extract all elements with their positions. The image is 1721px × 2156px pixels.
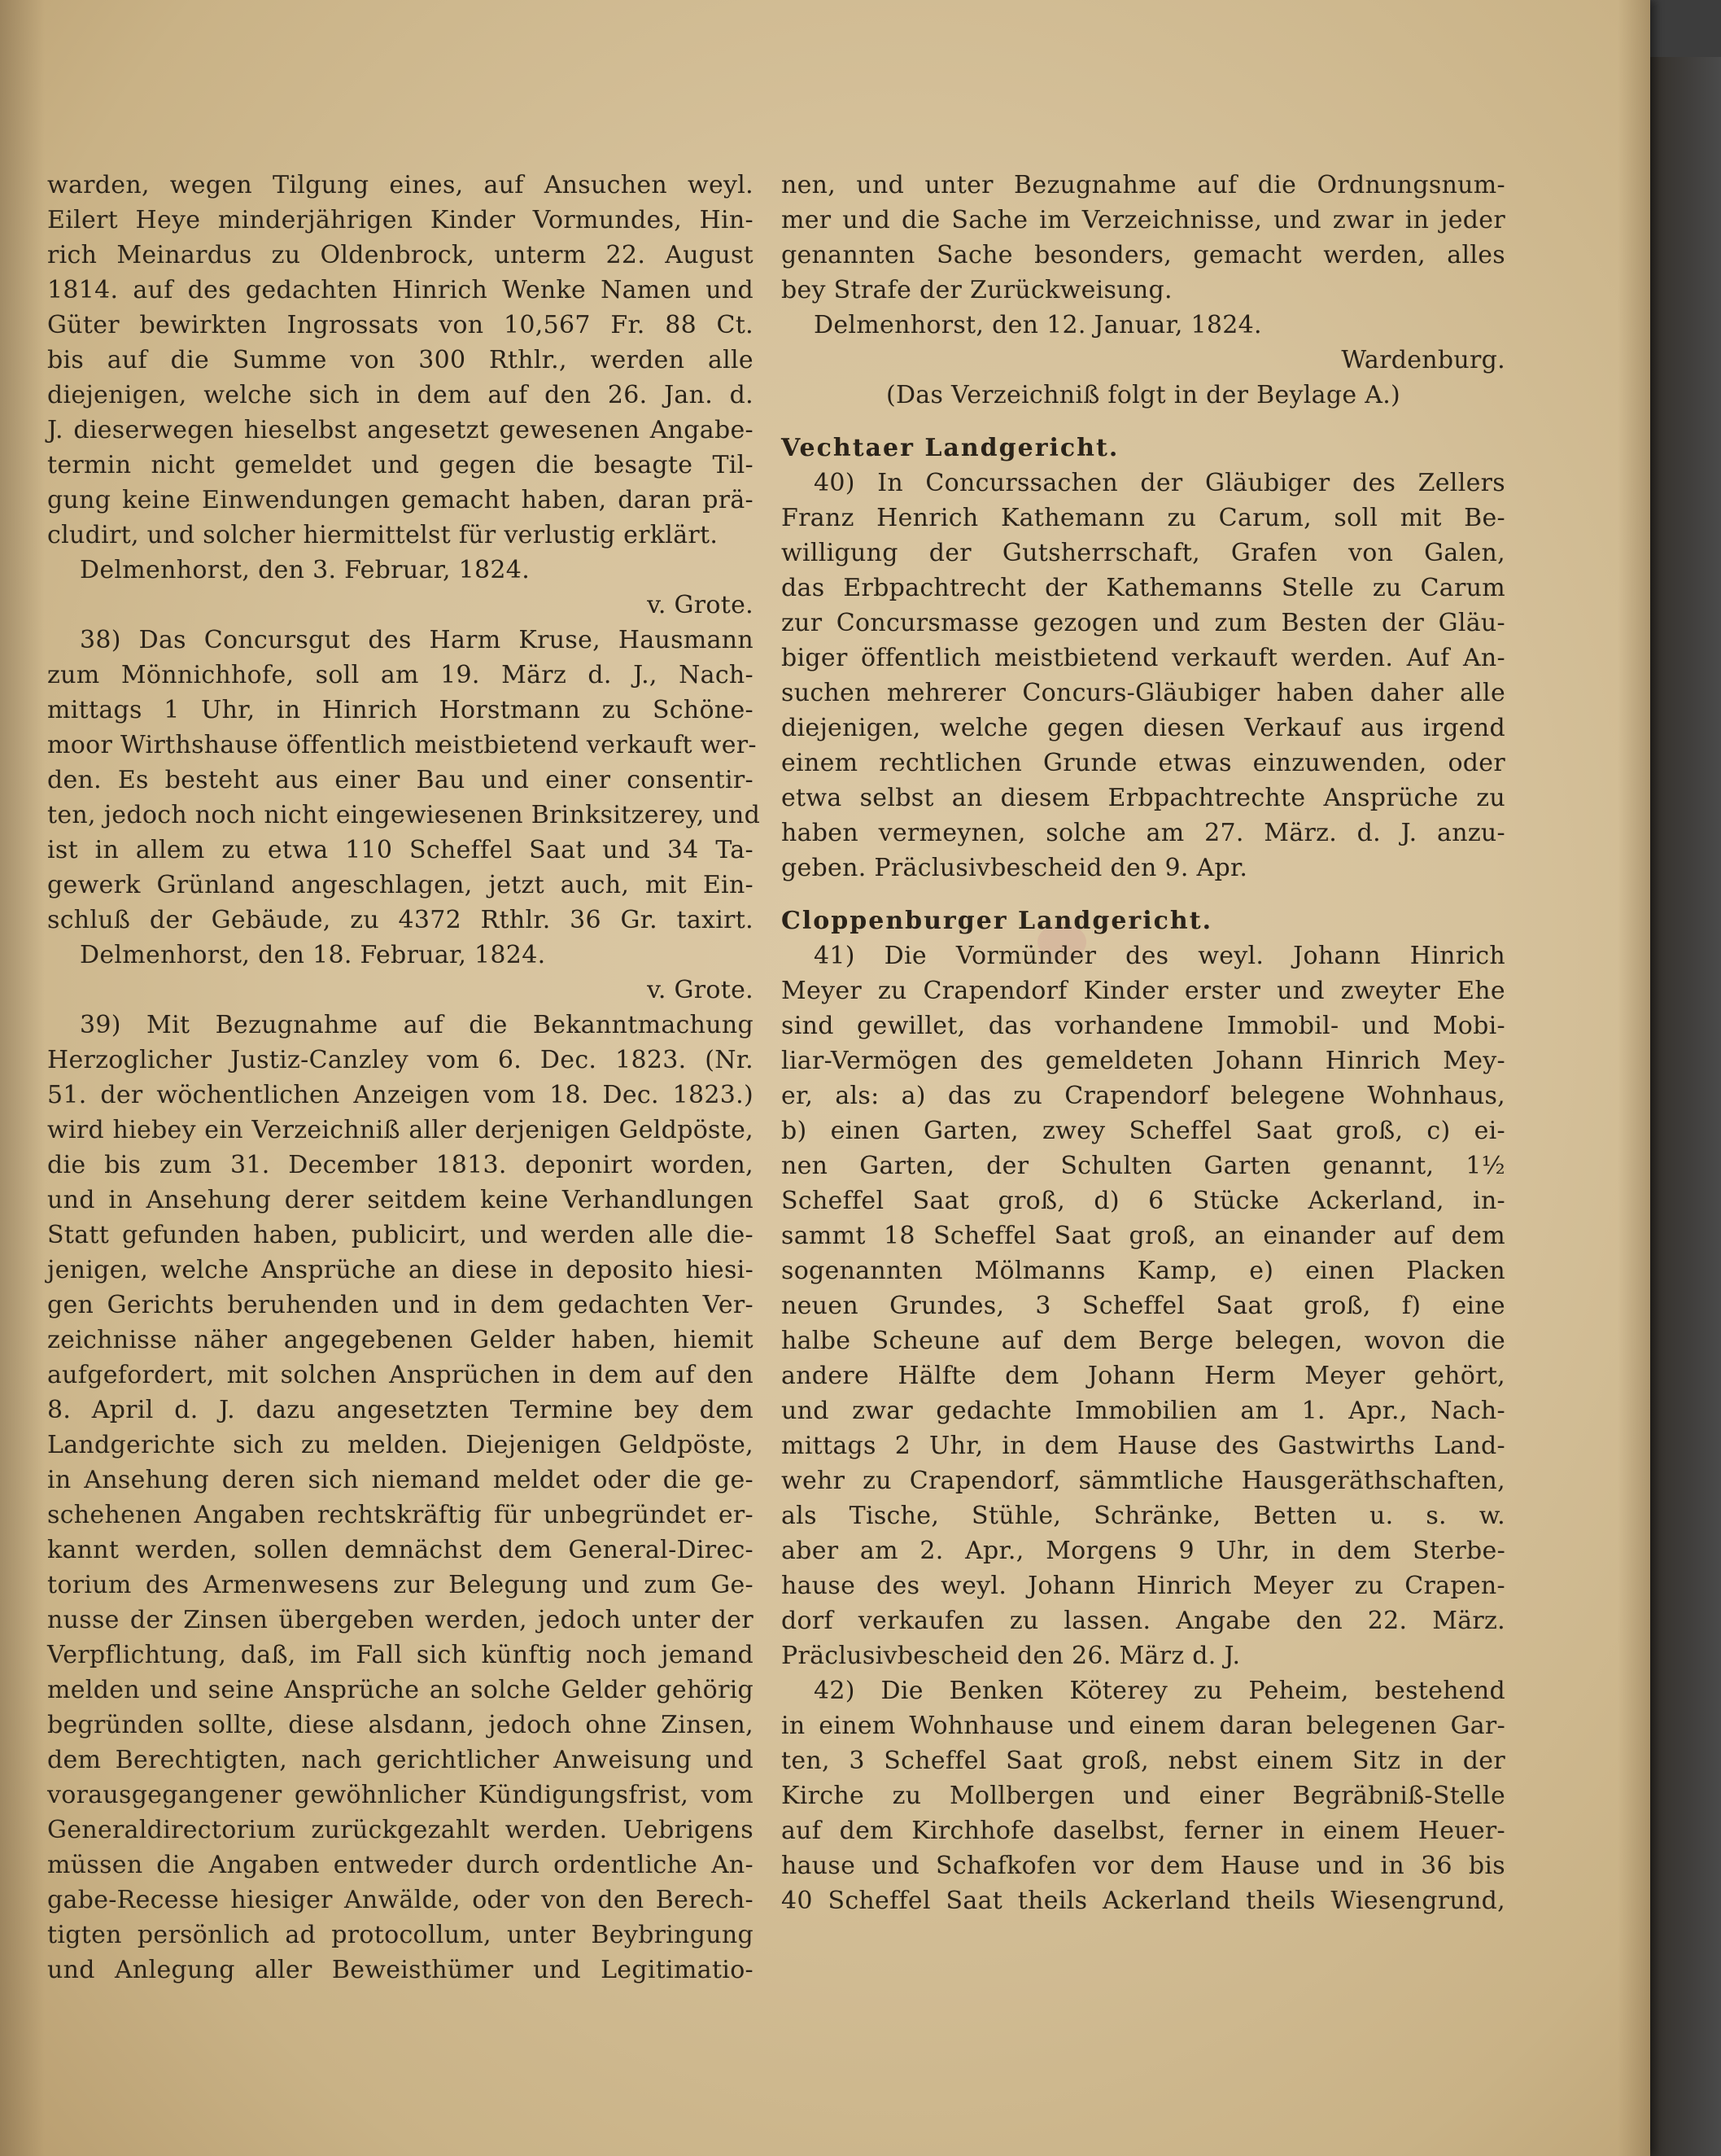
text-line: liar-Vermögen des gemeldeten Johann Hinrich Mey- [781, 1047, 1505, 1075]
text-line: ten, 3 Scheffel Saat groß, nebst einem Sitz in der [781, 1747, 1505, 1775]
text-line: warden, wegen Tilgung eines, auf Ansuchen weyl. [47, 171, 753, 199]
text-line: ist in allem zu etwa 110 Scheffel Saat und 34 Ta- [47, 836, 753, 864]
text-line: jenigen, welche Ansprüche an diese in deposito hiesi- [47, 1256, 753, 1284]
text-line: er, als: a) das zu Crapendorf belegene Wohnhaus, [781, 1082, 1505, 1110]
text-line: Delmenhorst, den 12. Januar, 1824. [814, 311, 1262, 339]
text-line: sogenannten Mölmanns Kamp, e) einen Placken [781, 1257, 1505, 1285]
text-line: J. dieserwegen hieselbst angesetzt gewesenen Angabe- [47, 416, 753, 444]
text-line: Präclusivbescheid den 26. März d. J. [781, 1642, 1241, 1670]
text-line: schluß der Gebäude, zu 4372 Rthlr. 36 Gr. taxirt. [47, 906, 753, 934]
text-line: die bis zum 31. December 1813. deponirt worden, [47, 1151, 753, 1179]
text-line: melden und seine Ansprüche an solche Gelder gehörig [47, 1676, 753, 1704]
text-line: in Ansehung deren sich niemand meldet oder die ge- [47, 1466, 753, 1494]
text-line: willigung der Gutsherrschaft, Grafen von Galen, [781, 539, 1505, 567]
section-heading: Cloppenburger Landgericht. [781, 907, 1213, 935]
text-line: Eilert Heye minderjährigen Kinder Vormundes, Hin- [47, 206, 753, 234]
text-line: müssen die Angaben entweder durch ordentliche An- [47, 1851, 753, 1879]
text-line: ten, jedoch noch nicht eingewiesenen Brinksitzerey, und [47, 801, 761, 829]
text-line: nen Garten, der Schulten Garten genannt, 1½ [781, 1152, 1505, 1180]
text-line: vorausgegangener gewöhnlicher Kündigungsfrist, vom [47, 1781, 753, 1809]
text-line: auf dem Kirchhofe daselbst, ferner in einem Heuer- [781, 1817, 1505, 1845]
text-line: v. Grote. [647, 591, 753, 619]
text-line: Meyer zu Crapendorf Kinder erster und zweyter Ehe [781, 977, 1505, 1005]
text-line: cludirt, und solcher hiermittelst für verlustig erklärt. [47, 521, 719, 549]
text-line: diejenigen, welche gegen diesen Verkauf aus irgend [781, 714, 1505, 742]
text-line: Verpflichtung, daß, im Fall sich künftig noch jemand [47, 1641, 753, 1669]
text-line: 51. der wöchentlichen Anzeigen vom 18. Dec. 1823.) [47, 1081, 753, 1109]
text-line: gen Gerichts beruhenden und in dem gedachten Ver- [47, 1291, 753, 1319]
text-line: den. Es besteht aus einer Bau und einer consentir- [47, 766, 753, 794]
text-line: bey Strafe der Zurückweisung. [781, 276, 1173, 304]
text-line: wehr zu Crapendorf, sämmtliche Hausgeräthschaften, [781, 1467, 1505, 1495]
text-line: sind gewillet, das vorhandene Immobil- und Mobi- [781, 1012, 1505, 1040]
text-line: sammt 18 Scheffel Saat groß, an einander auf dem [781, 1222, 1505, 1250]
text-line: mer und die Sache im Verzeichnisse, und zwar in jeder [781, 206, 1505, 234]
text-line: rich Meinardus zu Oldenbrock, unterm 22. August [47, 241, 753, 269]
text-line: bis auf die Summe von 300 Rthlr., werden alle [47, 346, 753, 374]
text-line: aber am 2. Apr., Morgens 9 Uhr, in dem Sterbe- [781, 1537, 1505, 1565]
text-line: gung keine Einwendungen gemacht haben, daran prä- [47, 486, 753, 514]
text-line: Statt gefunden haben, publicirt, und werden alle die- [47, 1221, 753, 1249]
text-line: begründen sollte, diese alsdann, jedoch ohne Zinsen, [47, 1711, 753, 1739]
text-line: Generaldirectorium zurückgezahlt werden. Uebrigens [47, 1816, 753, 1844]
text-line: gabe-Recesse hiesiger Anwälde, oder von den Berech- [47, 1886, 753, 1914]
text-line: kannt werden, sollen demnächst dem General-Direc- [47, 1536, 753, 1564]
paragraph-spacer [781, 413, 1505, 431]
left-text-column [47, 168, 761, 1988]
text-line: und zwar gedachte Immobilien am 1. Apr., Nach- [781, 1397, 1505, 1425]
text-line: 39) Mit Bezugnahme auf die Bekanntmachung [80, 1011, 753, 1039]
text-line: wird hiebey ein Verzeichniß aller derjenigen Geldpöste, [47, 1116, 753, 1144]
text-line: mittags 2 Uhr, in dem Hause des Gastwirths Land- [781, 1432, 1505, 1460]
text-line: etwa selbst an diesem Erbpachtrechte Ansprüche zu [781, 784, 1505, 812]
text-line: 1814. auf des gedachten Hinrich Wenke Namen und [47, 276, 753, 304]
text-line: torium des Armenwesens zur Belegung und zum Ge- [47, 1571, 753, 1599]
text-line: Herzoglicher Justiz-Canzley vom 6. Dec. 1823. (Nr. [47, 1046, 753, 1074]
text-line: zur Concursmasse gezogen und zum Besten der Gläu- [781, 609, 1505, 637]
text-line: 38) Das Concursgut des Harm Kruse, Hausmann [80, 626, 753, 654]
text-line: 41) Die Vormünder des weyl. Johann Hinrich [814, 942, 1505, 970]
text-line: v. Grote. [647, 976, 753, 1004]
text-line: nusse der Zinsen übergeben werden, jedoch unter der [47, 1606, 753, 1634]
text-line: hause und Schafkofen vor dem Hause und in 36 bis [781, 1852, 1505, 1880]
text-line: Wardenburg. [1341, 346, 1505, 374]
text-line: nen, und unter Bezugnahme auf die Ordnungsnum- [781, 171, 1505, 199]
text-line: termin nicht gemeldet und gegen die besagte Til- [47, 451, 753, 479]
right-text-column [781, 168, 1505, 1918]
text-line: 42) Die Benken Köterey zu Peheim, bestehend [814, 1677, 1505, 1705]
text-line: haben vermeynen, solche am 27. März. d. J. anzu- [781, 819, 1505, 847]
text-line: Franz Henrich Kathemann zu Carum, soll mit Be- [781, 504, 1505, 532]
text-line: einem rechtlichen Grunde etwas einzuwenden, oder [781, 749, 1505, 777]
text-line: und in Ansehung derer seitdem keine Verhandlungen [47, 1186, 753, 1214]
text-line: tigten persönlich ad protocollum, unter Beybringung [47, 1921, 753, 1949]
text-line: mittags 1 Uhr, in Hinrich Horstmann zu Schöne- [47, 696, 753, 724]
text-line: als Tische, Stühle, Schränke, Betten u. s. w. [781, 1502, 1505, 1530]
text-line: schehenen Angaben rechtskräftig für unbegründet er- [47, 1501, 753, 1529]
text-line: Delmenhorst, den 3. Februar, 1824. [80, 556, 531, 584]
text-line: b) einen Garten, zwey Scheffel Saat groß, c) ei- [781, 1117, 1505, 1145]
text-line: suchen mehrerer Concurs-Gläubiger haben daher alle [781, 679, 1505, 707]
text-line: neuen Grundes, 3 Scheffel Saat groß, f) eine [781, 1292, 1505, 1320]
text-line: zeichnisse näher angegebenen Gelder haben, hiemit [47, 1326, 753, 1354]
text-line: genannten Sache besonders, gemacht werden, alles [781, 241, 1505, 269]
text-line: dorf verkaufen zu lassen. Angabe den 22. März. [781, 1607, 1505, 1635]
text-line: (Das Verzeichniß folgt in der Beylage A.) [885, 381, 1401, 409]
text-line: gewerk Grünland angeschlagen, jetzt auch, mit Ein- [47, 871, 753, 899]
text-line: diejenigen, welche sich in dem auf den 26. Jan. d. [47, 381, 753, 409]
text-line: halbe Scheune auf dem Berge belegen, wovon die [781, 1327, 1505, 1355]
text-line: 40 Scheffel Saat theils Ackerland theils Wiesengrund, [781, 1887, 1505, 1915]
text-line: 40) In Concurssachen der Gläubiger des Zellers [814, 469, 1505, 497]
text-line: biger öffentlich meistbietend verkauft werden. Auf An- [781, 644, 1505, 672]
paragraph-spacer [781, 886, 1505, 903]
text-line: geben. Präclusivbescheid den 9. Apr. [781, 854, 1248, 882]
text-line: Landgerichte sich zu melden. Diejenigen Geldpöste, [47, 1431, 753, 1459]
text-line: hause des weyl. Johann Hinrich Meyer zu Crapen- [781, 1572, 1505, 1600]
text-line: aufgefordert, mit solchen Ansprüchen in dem auf den [47, 1361, 753, 1389]
text-line: zum Mönnichhofe, soll am 19. März d. J., Nach- [47, 661, 753, 689]
text-line: 8. April d. J. dazu angesetzten Termine bey dem [47, 1396, 753, 1424]
text-line: Delmenhorst, den 18. Februar, 1824. [80, 941, 546, 969]
text-line: moor Wirthshause öffentlich meistbietend verkauft wer- [47, 731, 757, 759]
text-line: andere Hälfte dem Johann Herm Meyer gehört, [781, 1362, 1505, 1390]
section-heading: Vechtaer Landgericht. [781, 434, 1120, 462]
text-line: dem Berechtigten, nach gerichtlicher Anweisung und [47, 1746, 753, 1774]
text-line: Güter bewirkten Ingrossats von 10,567 Fr. 88 Ct. [47, 311, 753, 339]
text-line: in einem Wohnhause und einem daran belegenen Gar- [781, 1712, 1505, 1740]
text-line: Kirche zu Mollbergen und einer Begräbniß-Stelle [781, 1782, 1505, 1810]
text-line: das Erbpachtrecht der Kathemanns Stelle zu Carum [781, 574, 1505, 602]
text-line: Scheffel Saat groß, d) 6 Stücke Ackerland, in- [781, 1187, 1505, 1215]
text-line: und Anlegung aller Beweisthümer und Legitimatio- [47, 1956, 753, 1984]
